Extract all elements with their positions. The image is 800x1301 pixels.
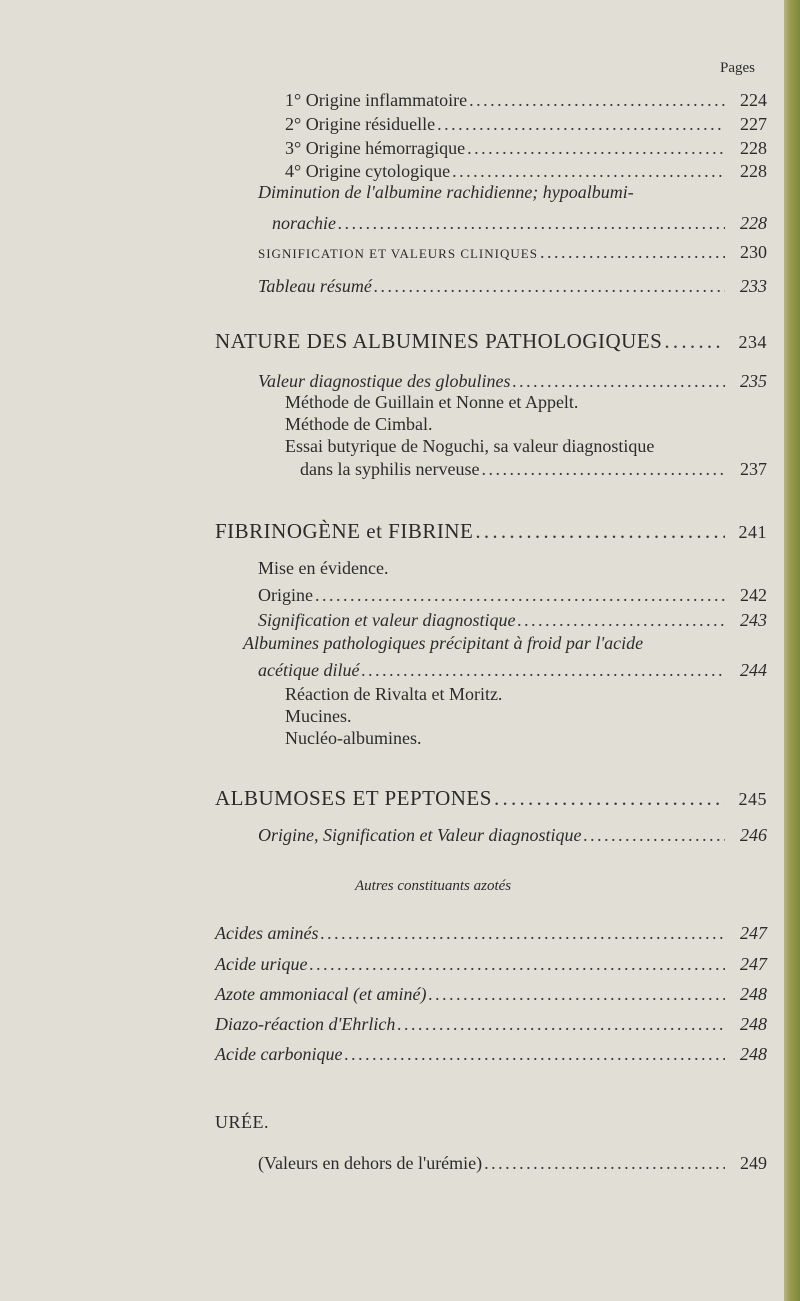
- toc-entry-text: Albumines pathologiques précipitant à froid par l'acide: [243, 633, 644, 653]
- toc-entry: 3° Origine hémorragique . . . 228: [285, 137, 767, 159]
- toc-entry: 4° Origine cytologique . . . 228: [285, 160, 767, 182]
- toc-entry: 1° Origine inflammatoire . . . 224: [285, 89, 767, 111]
- toc-entry: SIGNIFICATION ET VALEURS CLINIQUES . . . 230: [258, 241, 767, 265]
- toc-entry-text: Méthode de Guillain et Nonne et Appelt.: [285, 392, 579, 412]
- toc-section-heading: ALBUMOSES ET PEPTONES . . . 245: [215, 787, 767, 810]
- toc-section-heading: URÉE.: [215, 1112, 269, 1132]
- toc-entry: Origine . . . 242: [258, 584, 767, 606]
- toc-entry: Acides aminés . . . 247: [215, 922, 767, 944]
- toc-entry-text: Réaction de Rivalta et Moritz.: [285, 684, 503, 704]
- toc-entry-text: Nucléo-albumines.: [285, 728, 422, 748]
- toc-section-heading: NATURE DES ALBUMINES PATHOLOGIQUES . . . 234: [215, 330, 767, 353]
- toc-entry: acétique dilué . . . 244: [258, 659, 767, 681]
- toc-entry: norachie . . . 228: [272, 212, 767, 234]
- toc-entry: dans la syphilis nerveuse . . . 237: [300, 458, 767, 480]
- toc-entry: Valeur diagnostique des globulines . . . 235: [258, 370, 767, 392]
- toc-entry: Azote ammoniacal (et aminé) . . . 248: [215, 983, 767, 1005]
- toc-entry: (Valeurs en dehors de l'urémie) . . . 249: [258, 1152, 767, 1174]
- toc-entry: Acide urique . . . 247: [215, 953, 767, 975]
- toc-entry-text: Diminution de l'albumine rachidienne; hypoalbumi-: [258, 182, 634, 202]
- page-edge: [784, 0, 800, 1301]
- toc-entry: Origine, Signification et Valeur diagnostique . . . 246: [258, 824, 767, 846]
- toc-entry: Acide carbonique . . . 248: [215, 1043, 767, 1065]
- toc-entry: 2° Origine résiduelle . . . 227: [285, 113, 767, 135]
- toc-section-heading: FIBRINOGÈNE et FIBRINE . . . 241: [215, 520, 767, 543]
- toc-entry-text: Mise en évidence.: [258, 558, 389, 578]
- subsection-caption: Autres constituants azotés: [355, 878, 512, 894]
- toc-entry-text: Essai butyrique de Noguchi, sa valeur diagnostique: [285, 436, 655, 456]
- toc-entry: Signification et valeur diagnostique . . . 243: [258, 609, 767, 631]
- toc-entry-text: Mucines.: [285, 706, 352, 726]
- toc-entry-text: Méthode de Cimbal.: [285, 414, 433, 434]
- toc-entry: Diazo-réaction d'Ehrlich . . . 248: [215, 1013, 767, 1035]
- toc-entry: Tableau résumé . . . 233: [258, 275, 767, 297]
- pages-column-header: Pages: [720, 60, 755, 76]
